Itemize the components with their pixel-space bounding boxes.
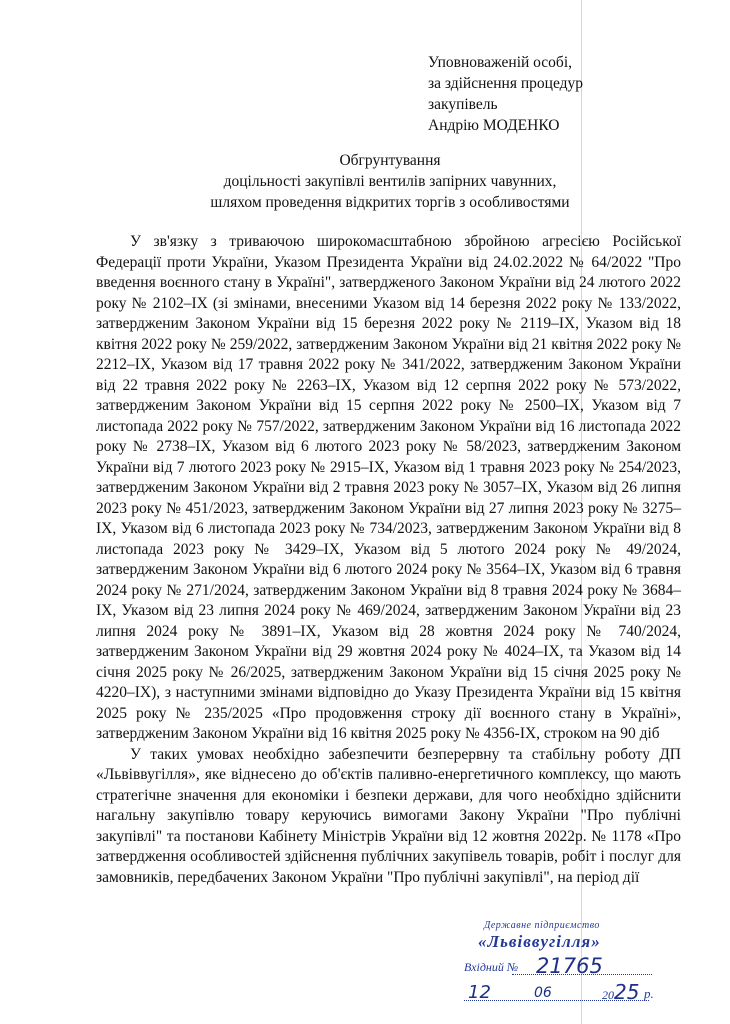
body-paragraph: У зв'язку з триваючою широкомасштабною збройною агресією Російської Федерації проти України, Указом Президента України від 24.02.2022 № 64/2022 "Про введення воєнного стану в Україні", затвердженого Законом України від 24 лютого 2022 року № 2102–IX (зі змінами, внесеними Указом від 14 березня 2022 року № 133/2022, затвердженим Законом України від 15 березня 2022 року № 2119–IX, Указом від 18 квітня 2022 року № 259/2022, затвердженим Законом України від 21 квітня 2022 року № 2212–IX, Указом від 17 травня 2022 року № 341/2022, затвердженим Законом України від 22 травня 2022 року № 2263–IX, Указом від 12 серпня 2022 року № 573/2022, затвердженим Законом України від 15 серпня 2022 року № 2500–IX, Указом від 7 листопада 2022 року № 757/2022, затвердженим Законом України від 16 листопада 2022 року № 2738–IX, Указом від 6 лютого 2023 року № 58/2023, затвердженим Законом України від 7 лютого 2023 року № 2915–IX, Указом від 1 травня 2023 року № 254/2023, затвердженим Законом України від 2 травня 2023 року № 3057–IX, Указом від 26 липня 2023 року № 451/2023, затвердженим Законом України від 27 липня 2023 року № 3275–IX, Указом від 6 листопада 2023 року № 734/2023, затвердженим Законом України від 8 листопада 2023 року № 3429–IX, Указом від 5 лютого 2024 року № 49/2024, затвердженим Законом України від 6 лютого 2024 року № 3564–IX, Указом від 6 травня 2024 року № 271/2024, затвердженим Законом України від 8 травня 2024 року № 3684–IX, Указом від 23 липня 2024 року № 469/2024, затвердженим Законом України від 23 липня 2024 року № 3891–IX, Указом від 28 жовтня 2024 року № 740/2024, затвердженим Законом України від 29 жовтня 2024 року № 4024–IX, та Указом від 14 січня 2025 року № 26/2025, затвердженим Законом України від 15 січня 2025 року № 4220–IX), з наступними змінами відповідно до Указу Президента України від 15 квітня 2025 року № 235/2025 «Про продовження строку дії воєнного стану в Україні», затвердженим Законом України від 16 квітня 2025 року № 4356-IX, строком на 90 діб — [96, 233, 681, 742]
stamp-organization: «Львіввугілля» — [478, 932, 601, 951]
addressee-line: за здійснення процедур — [428, 75, 584, 92]
document-title — [100, 150, 680, 213]
stamp-date-month: 06 — [534, 985, 552, 1001]
stamp-header: Державне підприємство — [484, 920, 600, 931]
stamp-year-value: 25 — [614, 980, 640, 1004]
stamp-year-prefix: 20 — [602, 988, 614, 1002]
addressee-name: Андрію МОДЕНКО — [428, 117, 560, 134]
addressee-line: закупівель — [428, 96, 498, 113]
title-line: шляхом проведення відкритих торгів з особливостями — [210, 194, 570, 211]
stamp-incoming-number: 21765 — [536, 954, 603, 978]
stamp-date-day: 12 — [468, 982, 491, 1003]
title-line: доцільності закупівлі вентилів запірних чавунних, — [223, 173, 557, 190]
stamp-year-suffix: р. — [644, 986, 654, 1001]
document-body — [96, 232, 681, 888]
title-line: Обгрунтування — [339, 152, 441, 169]
stamp-incoming-label: Вхідний № — [464, 960, 519, 974]
stamp-date-row — [464, 982, 664, 1004]
incoming-stamp — [464, 920, 664, 1005]
stamp-incoming-row — [464, 954, 664, 980]
body-paragraph: У таких умовах необхідно забезпечити безперервну та стабільну роботу ДП «Львіввугілля», яке віднесено до об'єктів паливно-енергетичного комплексу, що мають стратегічне значення для економіки і безпеки держави, для чого необхідно здійснити нагальну закупівлю товару керуючись вимогами Закону України "Про публічні закупівлі" та постанови Кабінету Міністрів України від 12 жовтня 2022р. № 1178 «Про затвердження особливостей здійснення публічних закупівель товарів, робіт і послуг для замовників, передбачених Законом України "Про публічні закупівлі", на період дії — [96, 745, 681, 886]
stamp-date-year — [602, 980, 639, 1004]
addressee-line: Уповноваженій особі, — [428, 54, 573, 71]
addressee-block — [428, 52, 628, 136]
